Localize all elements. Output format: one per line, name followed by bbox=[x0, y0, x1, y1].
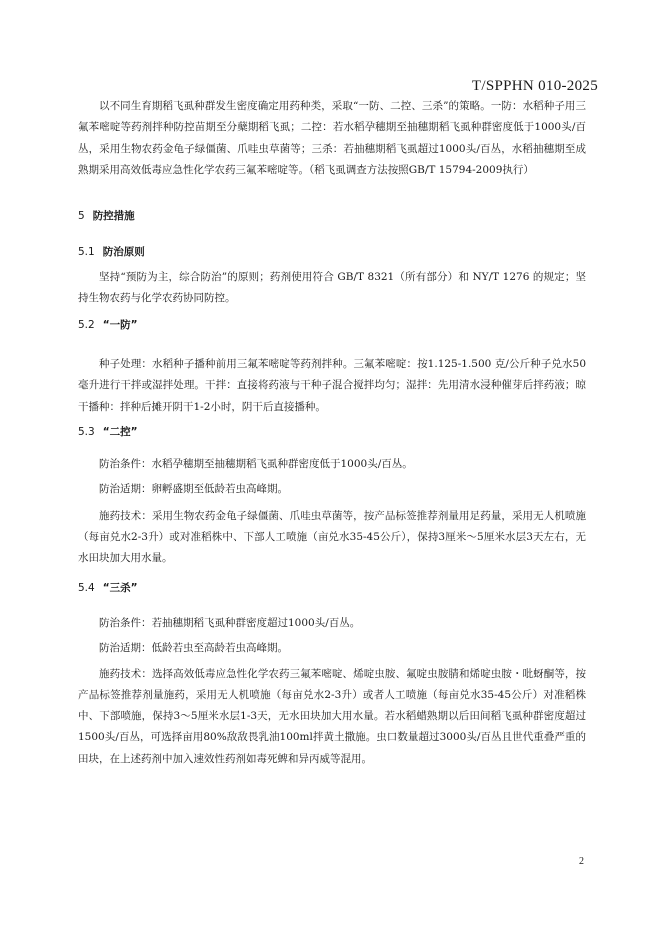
section-5-4 bbox=[78, 580, 586, 770]
section-5-1 bbox=[78, 244, 586, 310]
intro-block bbox=[78, 96, 586, 181]
section-5-3-period: 防治适期：卵孵盛期至低龄若虫高峰期。 bbox=[99, 483, 288, 496]
section-5-3-technique: 施药技术：采用生物农药金龟子绿僵菌、爪哇虫草菌等，按产品标签推荐剂量用足药量，采用无人机喷施（每亩兑水2-3升）或对准稻株中、下部人工喷施（亩兑水35-45公斤），保持3厘米～5厘米水层3天左右，无水田块加大用水量。 bbox=[78, 509, 586, 565]
section-5-3-condition: 防治条件：水稻孕穗期至抽穗期稻飞虱种群密度低于1000头/百丛。 bbox=[99, 458, 413, 470]
section-number: 5.3 bbox=[78, 426, 95, 438]
section-title: “一防” bbox=[102, 319, 138, 331]
section-5-heading bbox=[78, 208, 586, 224]
section-5-2-text: 种子处理：水稻种子播种前用三氟苯嘧啶等药剂拌种。三氟苯嘧啶：按1.125-1.500 克/公斤种子兑水50毫升进行干拌或湿拌处理。干拌：直接将药液与干种子混合搅拌均匀；湿拌：先用清水浸种催芽后拌药液；晾干播种：拌种后摊开阴干1-2小时，阴干后直接播种。 bbox=[78, 358, 586, 413]
document-code: T/SPPHN 010-2025 bbox=[471, 78, 598, 94]
section-number: 5.2 bbox=[78, 319, 95, 331]
section-5-4-heading bbox=[78, 580, 586, 596]
section-number: 5 bbox=[78, 210, 85, 222]
section-title: 防治原则 bbox=[102, 246, 145, 258]
section-5-4-technique: 施药技术：选择高效低毒应急性化学农药三氟苯嘧啶、烯啶虫胺、氟啶虫胺腈和烯啶虫胺・吡蚜酮等，按产品标签推荐剂量施药，采用无人机喷施（每亩兑水2-3升）或者人工喷施（每亩兑水35-45公斤）对准稻株中、下部喷施，保持3～5厘米水层1-3天，无水田块加大用水量。若水稻蜡熟期以后田间稻飞虱种群密度超过1500头/百丛，可选择亩用80%敌敌畏乳油100ml拌黄土撒施。虫口数量超过3000头/百丛且世代重叠严重的田块，在上述药剂中加入速效性药剂如毒死蜱和异丙威等混用。 bbox=[78, 667, 586, 765]
section-title: “二控” bbox=[102, 426, 138, 438]
section-5-4-period: 防治适期：低龄若虫至高龄若虫高峰期。 bbox=[99, 642, 288, 655]
section-number: 5.1 bbox=[78, 246, 95, 258]
section-number: 5.4 bbox=[78, 582, 95, 594]
section-5-3-heading bbox=[78, 424, 586, 440]
page-number: 2 bbox=[579, 856, 584, 867]
section-5-2 bbox=[78, 317, 586, 418]
section-5-2-heading bbox=[78, 317, 586, 333]
section-title: “三杀” bbox=[102, 582, 138, 594]
section-title: 防控措施 bbox=[92, 210, 135, 222]
section-5-3 bbox=[78, 424, 586, 569]
section-5-1-text: 坚持“预防为主，综合防治”的原则；药剂使用符合 GB/T 8321（所有部分）和 NY/T 1276 的规定；坚持生物农药与化学农药协同防控。 bbox=[78, 271, 586, 305]
intro-paragraph: 以不同生育期稻飞虱种群发生密度确定用药种类，采取“一防、二控、三杀”的策略。一防：水稻种子用三氟苯嘧啶等药剂拌种防控苗期至分蘖期稻飞虱；二控：若水稻孕穗期至抽穗期稻飞虱种群密度低于1000头/百丛，采用生物农药金龟子绿僵菌、爪哇虫草菌等；三杀：若抽穗期稻飞虱超过1000头/百丛，水稻抽穗期至成熟期采用高效低毒应急性化学农药三氟苯嘧啶等。（稻飞虱调查方法按照GB/T 15794-2009执行） bbox=[78, 100, 586, 176]
section-5-4-condition: 防治条件：若抽穗期稻飞虱种群密度超过1000头/百丛。 bbox=[99, 617, 361, 629]
section-5-1-heading bbox=[78, 244, 586, 260]
